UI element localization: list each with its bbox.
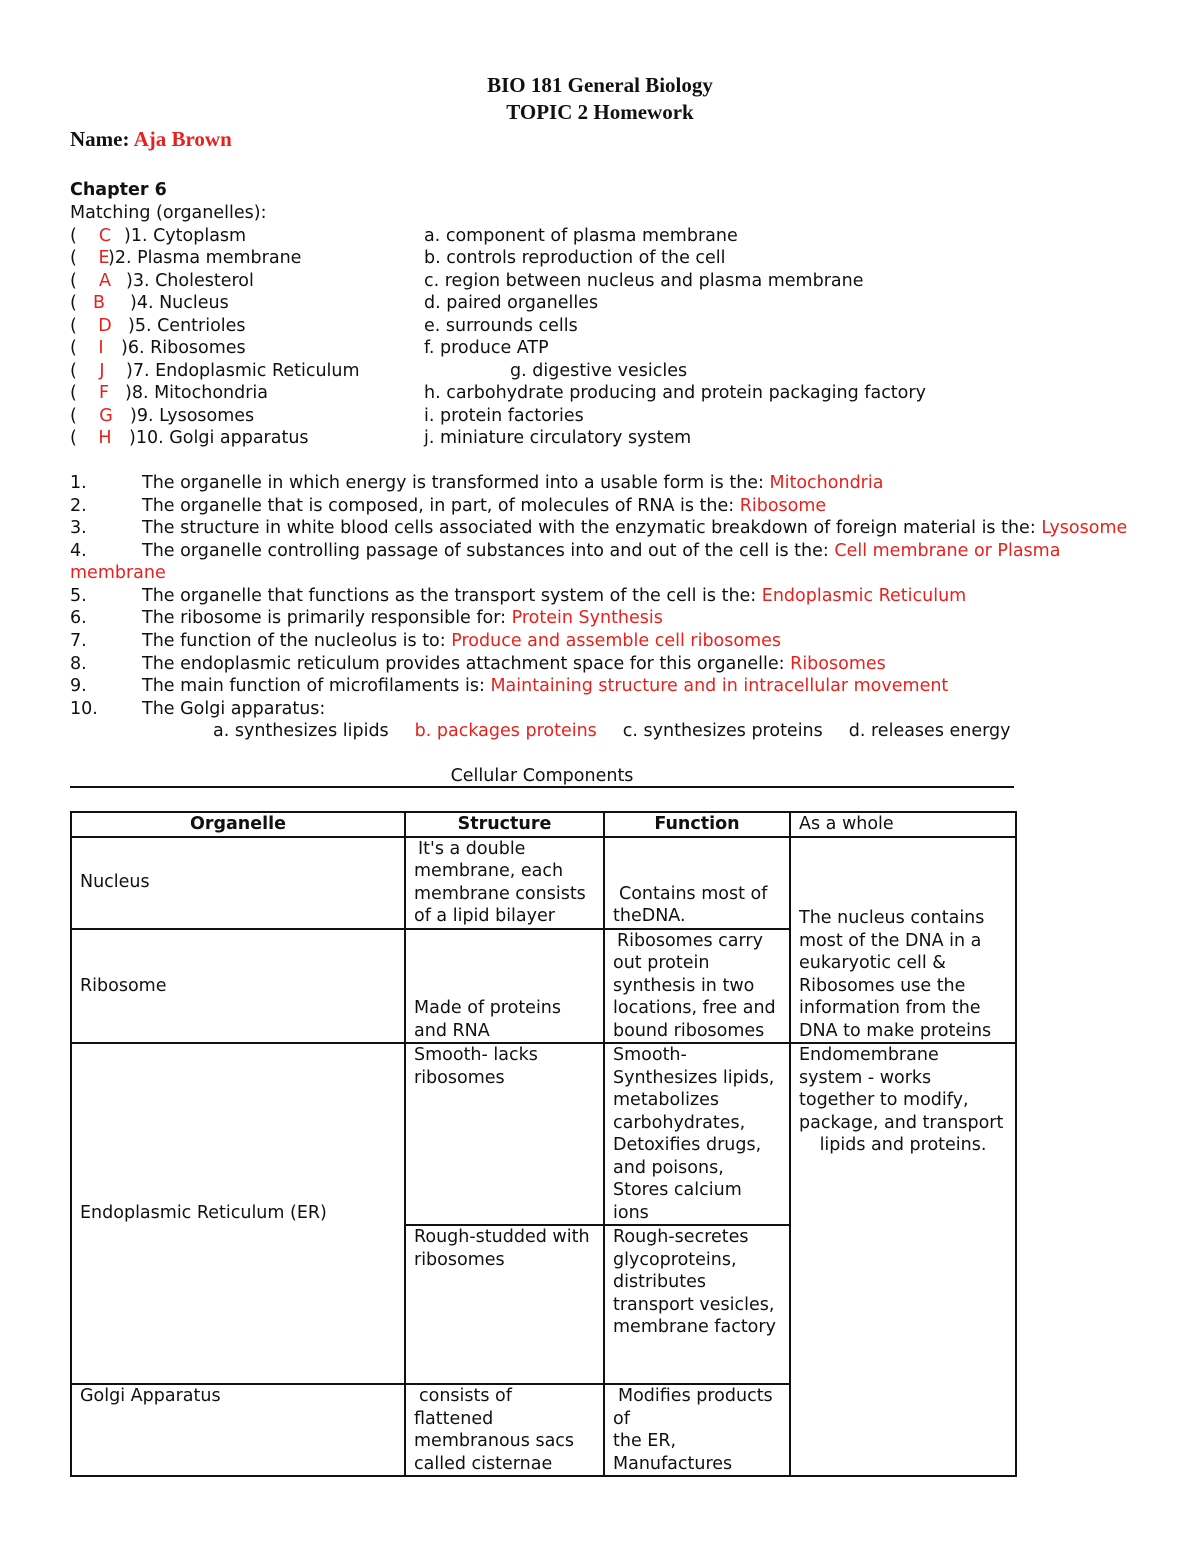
matching-answer: B bbox=[92, 293, 105, 313]
question-answer: Protein Synthesis bbox=[511, 608, 663, 628]
question-number: 9. bbox=[70, 676, 87, 696]
organelle-cell: Golgi Apparatus bbox=[71, 1384, 405, 1476]
matching-definition: b. controls reproduction of the cell bbox=[424, 248, 726, 268]
matching-definition: e. surrounds cells bbox=[424, 316, 578, 336]
chapter-heading: Chapter 6 bbox=[70, 180, 167, 200]
question-number: 5. bbox=[70, 586, 87, 606]
name-line bbox=[70, 127, 232, 152]
whole-cell bbox=[790, 1043, 1016, 1476]
table-title: Cellular Components bbox=[450, 766, 634, 786]
header-function: Function bbox=[604, 812, 790, 837]
matching-definition: f. produce ATP bbox=[424, 338, 549, 358]
matching-definition: h. carbohydrate producing and protein packaging factory bbox=[424, 383, 926, 403]
organelle-cell: Nucleus bbox=[71, 837, 405, 929]
question-number: 7. bbox=[70, 631, 87, 651]
matching-item: )8. Mitochondria bbox=[125, 383, 269, 403]
question-answer: Ribosome bbox=[739, 496, 827, 516]
function-line: the ER, bbox=[613, 1431, 677, 1451]
structure-text: It's a double membrane, each membrane consists of a lipid bilayer bbox=[414, 838, 586, 926]
matching-answer: H bbox=[98, 428, 112, 448]
matching-item: )1. Cytoplasm bbox=[124, 226, 247, 246]
structure-cell bbox=[405, 1384, 604, 1476]
matching-item: )9. Lysosomes bbox=[130, 406, 255, 426]
name-label: Name: bbox=[70, 127, 130, 151]
question-answer-continued: membrane bbox=[70, 563, 166, 583]
matching-item: )10. Golgi apparatus bbox=[129, 428, 309, 448]
question-text: The endoplasmic reticulum provides attachment space for this organelle: bbox=[142, 654, 785, 674]
question-text: The structure in white blood cells associated with the enzymatic breakdown of foreign material is the: bbox=[142, 518, 1036, 538]
matching-item: )5. Centrioles bbox=[128, 316, 246, 336]
choice-a: a. synthesizes lipids bbox=[213, 721, 389, 741]
header-as-a-whole: As a whole bbox=[790, 812, 1016, 837]
matching-item: )3. Cholesterol bbox=[126, 271, 254, 291]
structure-text: consists of flattened membranous sacs called cisternae bbox=[414, 1386, 575, 1474]
title-rule bbox=[70, 786, 1014, 788]
question-number: 10. bbox=[70, 699, 98, 719]
choice-c: c. synthesizes proteins bbox=[622, 721, 823, 741]
structure-cell: Made of proteins and RNA bbox=[405, 929, 604, 1044]
choice-d: d. releases energy bbox=[848, 721, 1011, 741]
matching-answer: E bbox=[98, 248, 110, 268]
matching-definition: i. protein factories bbox=[424, 406, 584, 426]
header-structure: Structure bbox=[405, 812, 604, 837]
whole-cell: The nucleus contains most of the DNA in a eukaryotic cell & Ribosomes use the information from the DNA to make proteins bbox=[790, 837, 1016, 1044]
question-number: 3. bbox=[70, 518, 87, 538]
question-text: The main function of microfilaments is: bbox=[142, 676, 485, 696]
question-answer: Endoplasmic Reticulum bbox=[761, 586, 967, 606]
question-number: 1. bbox=[70, 473, 87, 493]
question-text: The organelle that functions as the transport system of the cell is the: bbox=[142, 586, 757, 606]
question-answer: Maintaining structure and in intracellular movement bbox=[490, 676, 949, 696]
table-row bbox=[71, 837, 1016, 929]
question-answer: Ribosomes bbox=[790, 654, 886, 674]
table-header-row bbox=[71, 812, 1016, 837]
course-title: BIO 181 General Biology bbox=[487, 73, 713, 97]
function-text: Contains most of theDNA. bbox=[613, 883, 768, 926]
matching-item: )4. Nucleus bbox=[130, 293, 229, 313]
matching-answer: D bbox=[98, 316, 112, 336]
choice-b: b. packages proteins bbox=[414, 721, 597, 741]
question-text: The function of the nucleolus is to: bbox=[142, 631, 446, 651]
matching-definition: j. miniature circulatory system bbox=[424, 428, 692, 448]
matching-answer: F bbox=[98, 383, 110, 403]
function-line: Manufactures bbox=[613, 1453, 733, 1474]
matching-item: )7. Endoplasmic Reticulum bbox=[126, 361, 360, 381]
whole-text-end: lipids and proteins. bbox=[819, 1135, 987, 1155]
question-number: 4. bbox=[70, 541, 87, 561]
matching-item: )6. Ribosomes bbox=[121, 338, 246, 358]
cellular-components-table bbox=[70, 811, 1017, 1477]
matching-label: Matching (organelles): bbox=[70, 203, 267, 223]
function-cell bbox=[604, 929, 790, 1044]
matching-answer: I bbox=[98, 338, 104, 358]
q10-choices bbox=[213, 721, 1010, 741]
structure-cell: Smooth- lacks ribosomes bbox=[405, 1043, 604, 1225]
header-organelle: Organelle bbox=[71, 812, 405, 837]
question-text: The organelle in which energy is transformed into a usable form is the: bbox=[142, 473, 764, 493]
function-text: Ribosomes carry out protein synthesis in two locations, free and bound ribosomes bbox=[613, 930, 776, 1041]
matching-definition: d. paired organelles bbox=[424, 293, 599, 313]
matching-definition: g. digestive vesicles bbox=[510, 361, 688, 381]
question-answer: Cell membrane or Plasma bbox=[834, 541, 1061, 561]
structure-cell bbox=[405, 837, 604, 929]
topic-title: TOPIC 2 Homework bbox=[506, 100, 694, 124]
question-answer: Produce and assemble cell ribosomes bbox=[451, 631, 782, 651]
matching-answer: J bbox=[99, 361, 105, 381]
question-text: The Golgi apparatus: bbox=[142, 699, 326, 719]
function-line: Modifies products of bbox=[613, 1386, 773, 1429]
matching-answer: A bbox=[99, 271, 111, 291]
function-cell: Rough-secretes glycoproteins, distributes transport vesicles, membrane factory bbox=[604, 1225, 790, 1384]
question-number: 8. bbox=[70, 654, 87, 674]
organelle-cell: Endoplasmic Reticulum (ER) bbox=[71, 1043, 405, 1384]
question-answer: Mitochondria bbox=[769, 473, 884, 493]
organelle-cell: Ribosome bbox=[71, 929, 405, 1044]
matching-item: )2. Plasma membrane bbox=[108, 248, 302, 268]
question-text: The ribosome is primarily responsible for: bbox=[142, 608, 507, 628]
whole-text: Endomembrane system - works together to modify, package, and transport bbox=[799, 1045, 1004, 1133]
matching-answer: G bbox=[99, 406, 113, 426]
function-cell bbox=[604, 837, 790, 929]
question-text: The organelle controlling passage of substances into and out of the cell is the: bbox=[142, 541, 829, 561]
table-row bbox=[71, 1043, 1016, 1225]
structure-cell: Rough-studded with ribosomes bbox=[405, 1225, 604, 1384]
function-cell: Smooth- Synthesizes lipids, metabolizes carbohydrates, Detoxifies drugs, and poisons, Stores calcium ions bbox=[604, 1043, 790, 1225]
question-number: 2. bbox=[70, 496, 87, 516]
function-cell bbox=[604, 1384, 790, 1476]
matching-answer: C bbox=[98, 226, 112, 246]
matching-definition: a. component of plasma membrane bbox=[424, 226, 738, 246]
question-number: 6. bbox=[70, 608, 87, 628]
question-text: The organelle that is composed, in part, of molecules of RNA is the: bbox=[142, 496, 735, 516]
question-answer: Lysosome bbox=[1041, 518, 1128, 538]
student-name: Aja Brown bbox=[133, 127, 232, 151]
matching-definition: c. region between nucleus and plasma membrane bbox=[424, 271, 864, 291]
